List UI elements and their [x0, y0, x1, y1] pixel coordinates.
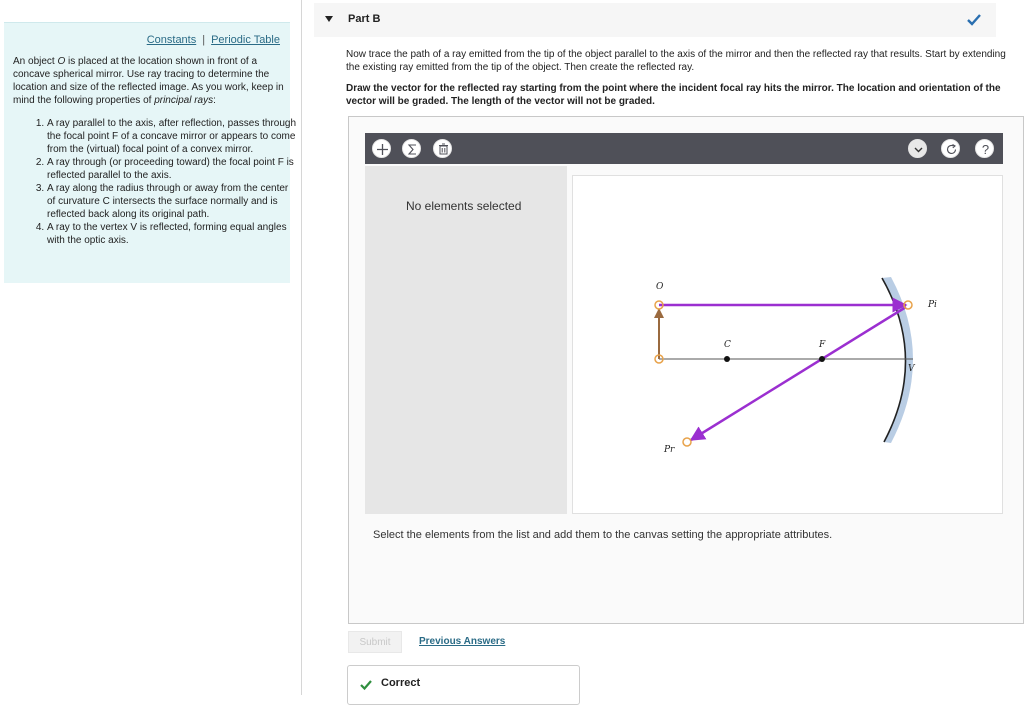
previous-answers-link[interactable]: Previous Answers: [419, 636, 506, 647]
principal-rays-list: [17, 117, 297, 247]
sum-button[interactable]: [402, 139, 421, 158]
feedback-box: [347, 665, 580, 705]
checkmark-icon: [359, 678, 373, 692]
focal-point: [819, 356, 825, 362]
intro-object-symbol: O: [57, 56, 66, 67]
vertex-label: V: [908, 364, 915, 374]
intro-emphasis: principal rays: [154, 95, 214, 106]
mirror-coating: [882, 277, 913, 443]
help-icon: [976, 140, 995, 159]
question-instruction: Draw the vector for the reflected ray starting from the point where the incident focal ray hits the mirror. The location and orientation of the vector will be graded. The length of the vector will not be graded.: [346, 83, 1001, 107]
periodic-table-link[interactable]: Periodic Table: [211, 34, 280, 46]
feedback-status: Correct: [381, 677, 421, 689]
chevron-down-icon: [909, 140, 928, 159]
submit-button[interactable]: Submit: [348, 631, 402, 653]
intro-text: [13, 55, 285, 107]
part-title: Part B: [348, 13, 381, 25]
no-selection-text: No elements selected: [406, 199, 522, 213]
ray-property-2: 2. A ray through (or proceeding toward) the focal point F is reflected parallel to the axis.: [47, 156, 297, 182]
center-label: C: [724, 340, 731, 350]
intro-part-3: :: [213, 95, 216, 106]
ray-property-1: 1. A ray parallel to the axis, after reflection, passes through the focal point F of a concave mirror or appears to come from the (virtual) focal point of a convex mirror.: [47, 117, 297, 156]
focal-label: F: [819, 340, 826, 350]
help-button[interactable]: [975, 139, 994, 158]
tool-toolbar: [365, 133, 1003, 164]
reflected-ray-vector[interactable]: [691, 307, 906, 440]
checkmark-icon: [966, 12, 982, 28]
plus-icon: [373, 140, 392, 159]
collapse-triangle-icon[interactable]: [325, 16, 333, 22]
trash-icon: [434, 140, 453, 159]
point-r-label: Pr: [664, 445, 675, 455]
ray-property-3: 3. A ray along the radius through or away from the center of curvature C intersects the surface normally and is reflected back along its original path.: [47, 182, 297, 221]
reflected-tip-handle[interactable]: [683, 438, 691, 446]
svg-text:?: ?: [981, 142, 990, 157]
part-header[interactable]: [314, 3, 996, 37]
drawing-canvas[interactable]: [572, 175, 1003, 514]
ray-property-4: 4. A ray to the vertex V is reflected, forming equal angles with the optic axis.: [47, 221, 297, 247]
delete-button[interactable]: [433, 139, 452, 158]
expand-dropdown-button[interactable]: [908, 139, 927, 158]
link-separator: |: [202, 34, 206, 46]
resource-links: [147, 34, 280, 46]
reset-icon: [942, 140, 961, 159]
question-description: Now trace the path of a ray emitted from the tip of the object parallel to the axis of the mirror and then the reflected ray that results. Start by extending the existing ray emitted from the tip of the object. Then create the reflected ray.: [346, 49, 1006, 73]
element-properties-panel: [365, 166, 567, 514]
tool-instructions: Select the elements from the list and add them to the canvas setting the appropriate attributes.: [373, 529, 833, 541]
intro-part-2: is placed at the location shown in front of a concave spherical mirror. Use ray tracing to determine the location and size of the reflected image. As you work, keep in mind the following properties of: [13, 56, 284, 106]
constants-link[interactable]: Constants: [146, 34, 197, 46]
reset-button[interactable]: [941, 139, 960, 158]
object-label: O: [656, 282, 664, 292]
info-box: [4, 22, 297, 283]
add-button[interactable]: [372, 139, 391, 158]
sigma-icon: [403, 140, 422, 159]
ray-diagram[interactable]: [573, 176, 1004, 515]
intro-part-1: An object: [13, 56, 58, 67]
point-i-label: Pi: [928, 300, 937, 310]
center-of-curvature-point: [724, 356, 730, 362]
sidebar: [0, 0, 302, 695]
